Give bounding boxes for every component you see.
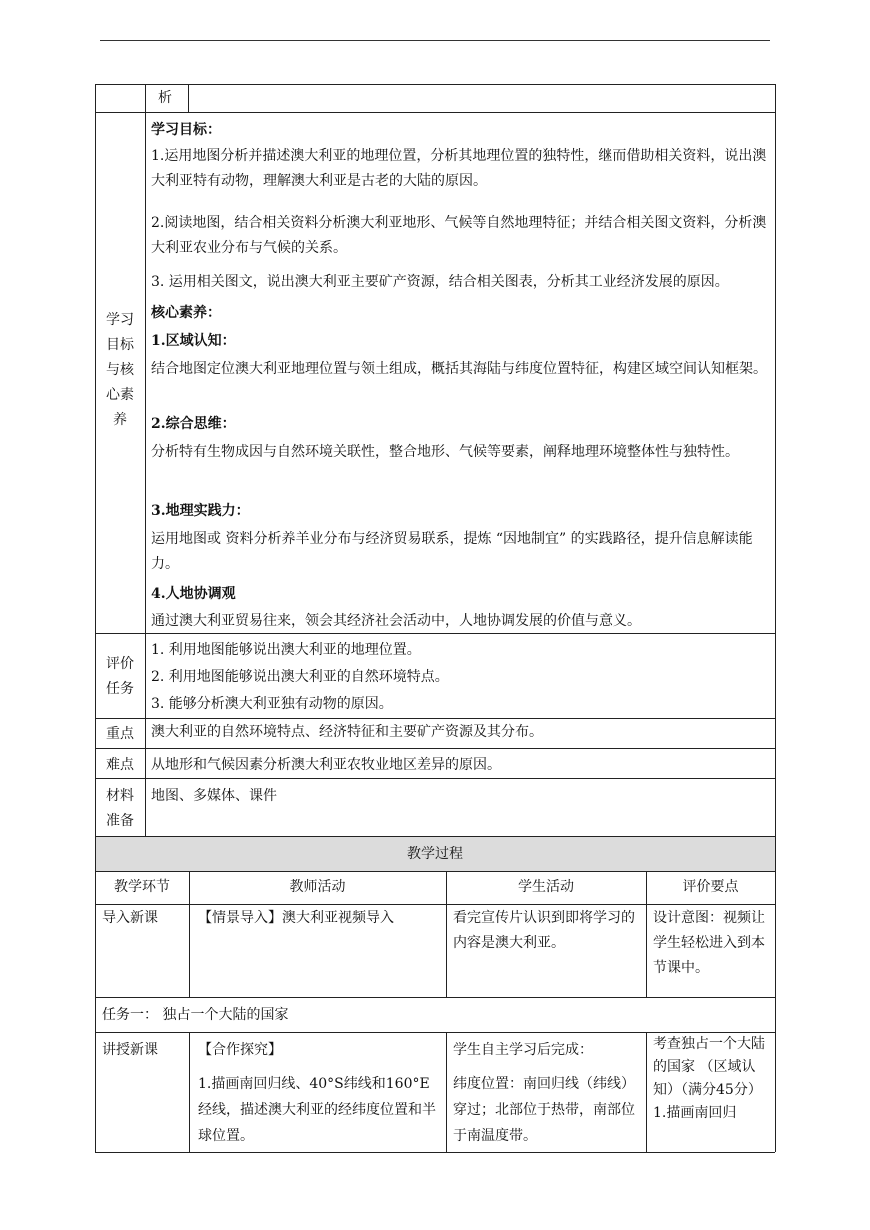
materials-label-text: 材料 准备 xyxy=(106,788,134,829)
core-3-title: 3.地理实践力： xyxy=(151,503,250,519)
core-4-title: 4.人地协调观 xyxy=(151,586,236,602)
goals-label-text: 学习 目标 与核 心素 养 xyxy=(106,312,134,428)
intro-teacher: 【情景导入】澳大利亚视频导入 xyxy=(198,910,394,926)
row-xi-label: 析 xyxy=(158,90,172,106)
lecture-teacher-text: 1.描画南回归线、40°S纬线和160°E经线，描述澳大利亚的经纬度位置和半球位置。 xyxy=(198,1076,436,1144)
lecture-eval-text: 考查独占一个大陆的国家 （区域认知）（满分45分） 1.描画南回归 xyxy=(653,1036,765,1121)
goals-label xyxy=(95,308,145,433)
core-2-text: 分析特有生物成因与自然环境关联性，整合地形、气候等要素，阐释地理环境整体性与独特性。 xyxy=(151,444,739,460)
difficulty-text: 从地形和气候因素分析澳大利亚农牧业地区差异的原因。 xyxy=(151,757,501,773)
intro-stage: 导入新课 xyxy=(102,910,158,926)
header-teacher: 教师活动 xyxy=(289,879,346,895)
core-4-text: 通过澳大利亚贸易往来，领会其经济社会活动中，人地协调发展的价值与意义。 xyxy=(151,613,641,629)
task-1-title: 任务一： 独占一个大陆的国家 xyxy=(102,1007,289,1023)
goals-heading: 学习目标： xyxy=(151,122,221,138)
intro-student: 看完宣传片认识到即将学习的内容是澳大利亚。 xyxy=(453,910,635,951)
difficulty-label: 难点 xyxy=(106,757,134,773)
goal-2: 2.阅读地图，结合相关资料分析澳大利亚地形、气候等自然地理特征；并结合相关图文资料，分析澳大利亚农业分布与气候的关系。 xyxy=(151,215,767,256)
header-student: 学生活动 xyxy=(518,879,574,895)
eval-item-3: 3. 能够分析澳大利亚独有动物的原因。 xyxy=(151,696,393,712)
core-heading: 核心素养： xyxy=(151,305,221,321)
eval-label-text: 评价 任务 xyxy=(106,656,134,697)
goal-3: 3. 运用相关图文，说出澳大利亚主要矿产资源，结合相关图表，分析其工业经济发展的原因。 xyxy=(151,274,729,290)
lecture-teacher-heading: 【合作探究】 xyxy=(198,1042,282,1058)
lecture-student-heading: 学生自主学习后完成： xyxy=(453,1042,593,1058)
intro-eval: 设计意图：视频让学生轻松进入到本节课中。 xyxy=(653,910,765,976)
core-1-title: 1.区域认知： xyxy=(151,333,236,349)
eval-item-1: 1. 利用地图能够说出澳大利亚的地理位置。 xyxy=(151,642,421,658)
lecture-stage: 讲授新课 xyxy=(102,1042,158,1058)
materials-text: 地图、多媒体、课件 xyxy=(151,788,277,804)
header-stage: 教学环节 xyxy=(114,879,170,895)
core-3-text: 运用地图或 资料分析养羊业分布与经济贸易联系，提炼 “因地制宜” 的实践路径，提升信息解读能力。 xyxy=(151,531,753,572)
key-text: 澳大利亚的自然环境特点、经济特征和主要矿产资源及其分布。 xyxy=(151,724,543,740)
eval-label xyxy=(95,652,145,702)
core-1-text: 结合地图定位澳大利亚地理位置与领土组成，概括其海陆与纬度位置特征，构建区域空间认知框架。 xyxy=(151,361,767,377)
page-header-rule xyxy=(100,40,770,41)
header-eval: 评价要点 xyxy=(682,879,739,895)
key-label: 重点 xyxy=(106,726,134,742)
core-2-title: 2.综合思维： xyxy=(151,416,236,432)
eval-item-2: 2. 利用地图能够说出澳大利亚的自然环境特点。 xyxy=(151,669,449,685)
goal-1: 1.运用地图分析并描述澳大利亚的地理位置，分析其地理位置的独特性，继而借助相关资料，说出澳大利亚特有动物，理解澳大利亚是古老的大陆的原因。 xyxy=(151,148,767,189)
process-title: 教学过程 xyxy=(407,846,463,862)
lecture-student-text: 纬度位置：南回归线（纬线）穿过；北部位于热带，南部位于南温度带。 xyxy=(453,1076,635,1144)
materials-label xyxy=(95,784,145,834)
